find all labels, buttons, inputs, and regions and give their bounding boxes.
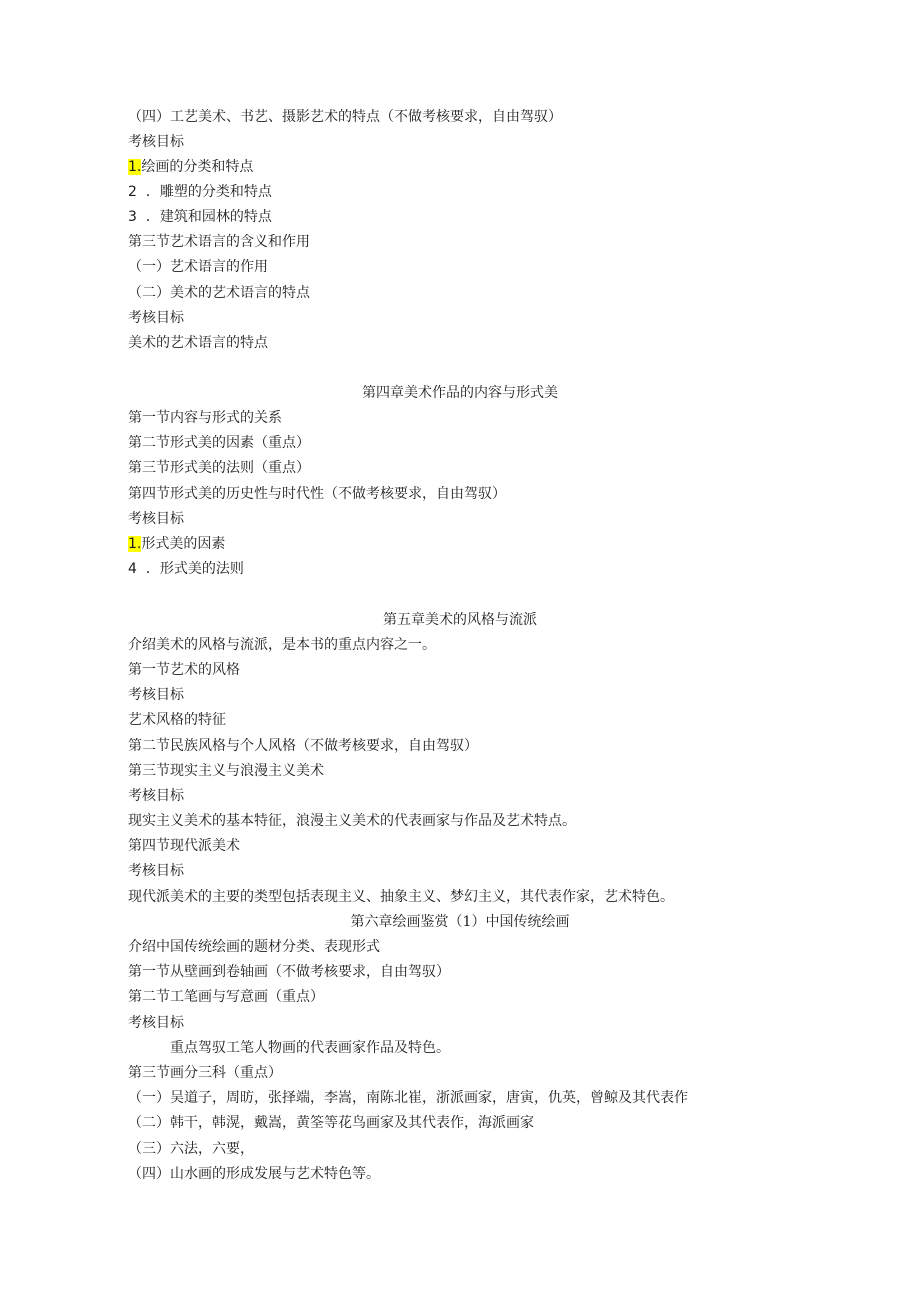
section-heading: 第一节从壁画到卷轴画（不做考核要求，自由驾驭） xyxy=(128,964,450,980)
section-heading: 第二节形式美的因素（重点） xyxy=(128,435,310,451)
list-item-text: ．建筑和园林的特点 xyxy=(145,209,272,225)
subsection: （三）六法，六要， xyxy=(128,1141,254,1157)
list-item xyxy=(128,158,253,176)
section-heading: 第四节形式美的历史性与时代性（不做考核要求，自由驾驭） xyxy=(128,486,506,502)
body-text: 介绍美术的风格与流派，是本书的重点内容之一。 xyxy=(128,637,436,653)
body-text: 现代派美术的主要的类型包括表现主义、抽象主义、梦幻主义，其代表作家，艺术特色。 xyxy=(128,889,674,905)
subsection: （一）艺术语言的作用 xyxy=(128,259,268,275)
assessment-label: 考核目标 xyxy=(128,134,184,150)
assessment-label: 考核目标 xyxy=(128,511,184,527)
body-text: 介绍中国传统绘画的题材分类、表现形式 xyxy=(128,939,380,955)
subsection: （一）吴道子，周昉，张择端，李嵩，南陈北崔，浙派画家，唐寅，仇英，曾鲸及其代表作 xyxy=(128,1090,688,1106)
list-item xyxy=(128,183,272,201)
section-heading: 第三节画分三科（重点） xyxy=(128,1065,282,1081)
assessment-label: 考核目标 xyxy=(128,863,184,879)
list-item xyxy=(128,560,244,578)
section-heading: 第三节艺术语言的含义和作用 xyxy=(128,234,310,250)
chapter-title: 第六章绘画鉴赏（1）中国传统绘画 xyxy=(350,914,570,930)
list-item-text: 形式美的因素 xyxy=(141,536,226,552)
body-text: 现实主义美术的基本特征，浪漫主义美术的代表画家与作品及艺术特点。 xyxy=(128,813,576,829)
body-text: 美术的艺术语言的特点 xyxy=(128,335,268,351)
list-item-text: ．形式美的法则 xyxy=(145,561,244,577)
highlighted-number: 1. xyxy=(128,159,142,175)
chapter-title: 第四章美术作品的内容与形式美 xyxy=(362,385,558,401)
section-heading: 第二节民族风格与个人风格（不做考核要求，自由驾驭） xyxy=(128,738,478,754)
subsection: （四）山水画的形成发展与艺术特色等。 xyxy=(128,1166,380,1182)
section-heading: 第一节内容与形式的关系 xyxy=(128,410,282,426)
body-text: 重点驾驭工笔人物画的代表画家作品及特色。 xyxy=(170,1040,450,1056)
list-item-text: ．雕塑的分类和特点 xyxy=(145,184,272,200)
list-number: 2 xyxy=(128,184,137,200)
list-number: 4 xyxy=(128,561,137,577)
section-heading: 第二节工笔画与写意画（重点） xyxy=(128,989,324,1005)
section-heading: 第三节现实主义与浪漫主义美术 xyxy=(128,763,324,779)
section-heading: 第一节艺术的风格 xyxy=(128,662,240,678)
subsection: （二）美术的艺术语言的特点 xyxy=(128,285,310,301)
section-heading: 第四节现代派美术 xyxy=(128,838,240,854)
section-heading: 第三节形式美的法则（重点） xyxy=(128,460,310,476)
subsection: （二）韩干，韩滉，戴嵩，黄筌等花鸟画家及其代表作，海派画家 xyxy=(128,1115,534,1131)
list-item xyxy=(128,535,225,553)
assessment-label: 考核目标 xyxy=(128,788,184,804)
section-heading: （四）工艺美术、书艺、摄影艺术的特点（不做考核要求，自由驾驭） xyxy=(128,109,562,125)
list-item xyxy=(128,208,272,226)
chapter-title: 第五章美术的风格与流派 xyxy=(383,612,537,628)
list-item-text: 绘画的分类和特点 xyxy=(141,159,254,175)
assessment-label: 考核目标 xyxy=(128,310,184,326)
assessment-label: 考核目标 xyxy=(128,687,184,703)
highlighted-number: 1. xyxy=(128,536,142,552)
assessment-label: 考核目标 xyxy=(128,1015,184,1031)
body-text: 艺术风格的特征 xyxy=(128,712,226,728)
list-number: 3 xyxy=(128,209,137,225)
